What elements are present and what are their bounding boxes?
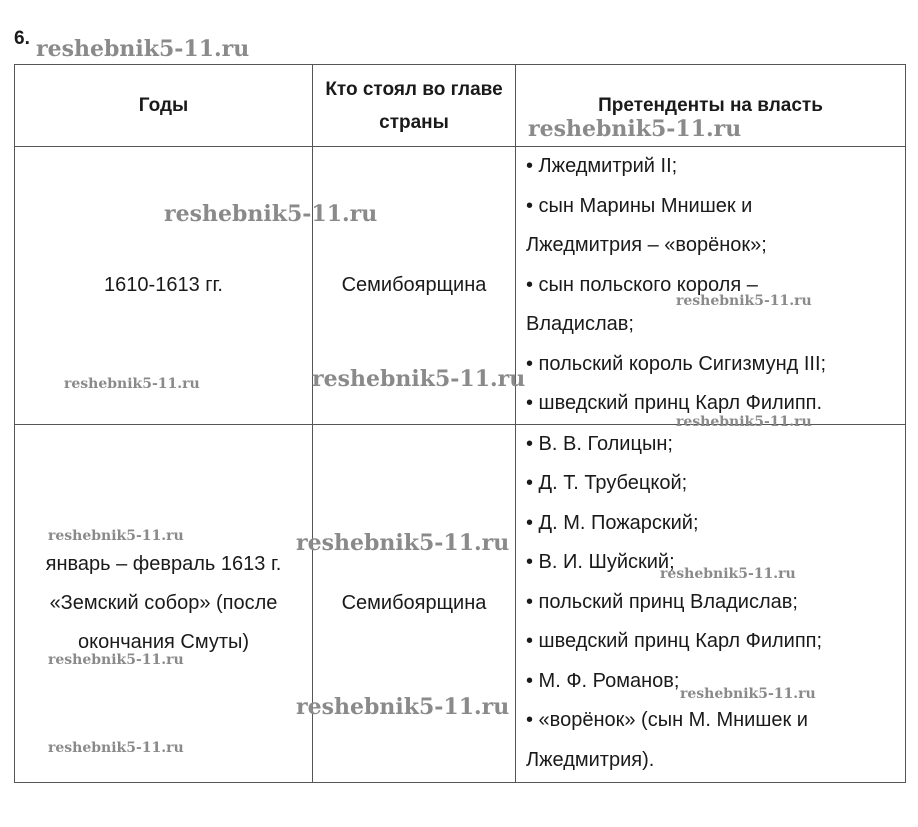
years-line: 1610-1613 гг. — [104, 273, 223, 296]
leader-cell — [313, 424, 516, 782]
years-cell — [15, 424, 313, 782]
watermark: reshebnik5-11.ru — [36, 36, 250, 62]
watermark: reshebnik5-11.ru — [296, 694, 510, 720]
claimants-cell — [516, 147, 906, 425]
claimant-line: • «ворёнок» (сын М. Мнишек и — [526, 709, 808, 731]
claimant-line: • сын польского короля – — [526, 273, 758, 296]
claimant-line: • В. В. Голицын; — [526, 432, 673, 455]
watermark: reshebnik5-11.ru — [676, 414, 812, 430]
claimant-line: Владислав; — [526, 313, 634, 335]
watermark: reshebnik5-11.ru — [312, 366, 526, 392]
claimant-line: • Лжедмитрий II; — [526, 155, 678, 177]
watermark: reshebnik5-11.ru — [680, 686, 816, 702]
claimant-line: Лжедмитрия). — [526, 748, 655, 771]
leader-text: Семибоярщина — [341, 591, 487, 614]
claimant-line: • Д. М. Пожарский; — [526, 511, 699, 534]
claimant-line: • М. Ф. Романов; — [526, 669, 680, 692]
claimant-line: Лжедмитрия – «ворёнок»; — [526, 234, 767, 256]
claimants-cell — [516, 424, 906, 782]
watermark: reshebnik5-11.ru — [164, 201, 378, 227]
watermark: reshebnik5-11.ru — [296, 530, 510, 556]
watermark: reshebnik5-11.ru — [48, 528, 184, 544]
claimant-line: • польский принц Владислав; — [526, 590, 798, 613]
claimant-line: • В. И. Шуйский; — [526, 551, 675, 573]
task-number: 6. — [14, 28, 30, 49]
table-row — [15, 424, 906, 782]
claimant-line: • польский король Сигизмунд III; — [526, 352, 827, 375]
years-line: январь – февраль 1613 г. — [45, 552, 282, 575]
header-claimants: Претенденты на власть — [516, 65, 906, 147]
claimant-line: • Д. Т. Трубецкой; — [526, 472, 688, 494]
watermark: reshebnik5-11.ru — [676, 293, 812, 309]
years-line: окончания Смуты) — [77, 630, 250, 653]
claimant-line: • шведский принц Карл Филипп; — [526, 630, 823, 652]
claimant-line: • шведский принц Карл Филипп. — [526, 392, 823, 414]
watermark: reshebnik5-11.ru — [48, 652, 184, 668]
claimant-line: • сын Марины Мнишек и — [526, 194, 753, 217]
watermark: reshebnik5-11.ru — [528, 116, 742, 142]
leader-text: Семибоярщина — [341, 273, 487, 296]
header-leader: Кто стоял во главе страны — [313, 65, 516, 147]
watermark: reshebnik5-11.ru — [48, 740, 184, 756]
watermark: reshebnik5-11.ru — [64, 376, 200, 392]
header-years: Годы — [15, 65, 313, 147]
header-row — [15, 65, 906, 147]
years-line: «Земский собор» (после — [49, 591, 278, 614]
watermark: reshebnik5-11.ru — [660, 566, 796, 582]
